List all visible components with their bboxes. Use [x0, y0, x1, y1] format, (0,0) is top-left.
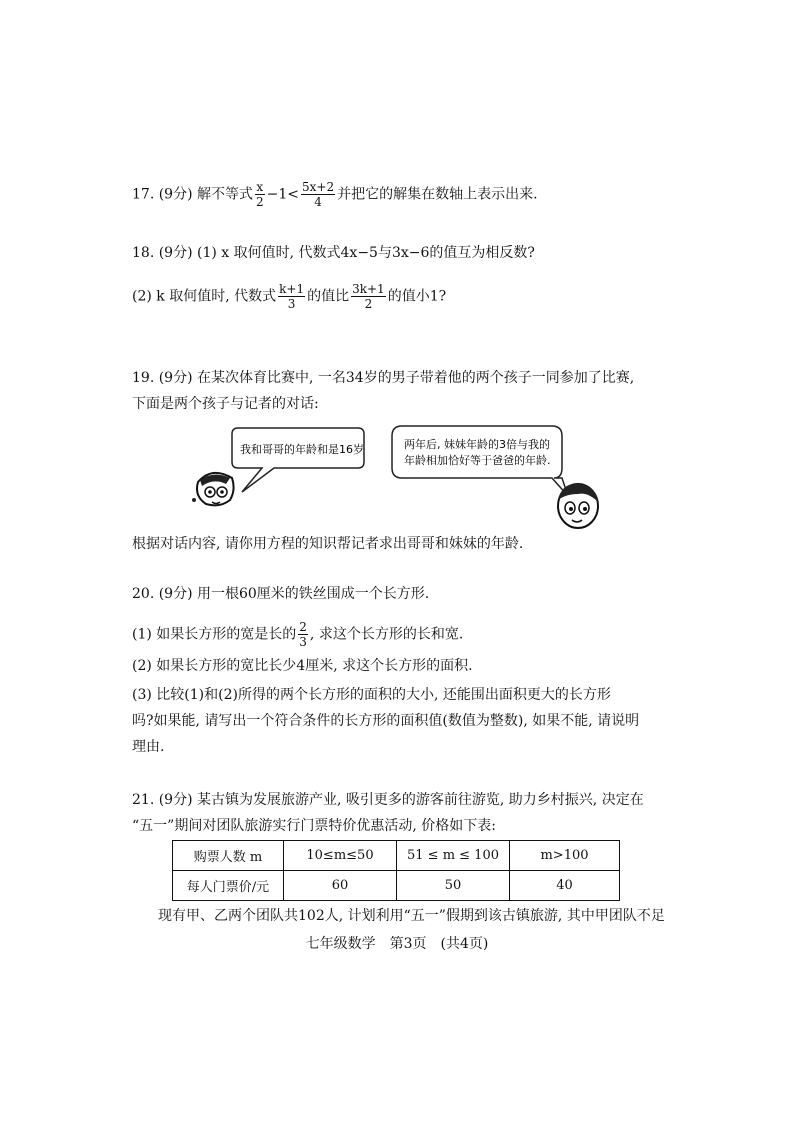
right-child-face-icon — [558, 484, 598, 528]
price-table — [172, 840, 620, 901]
table-header-cell: m>100 — [510, 841, 620, 871]
q17-frac2: $\frac{5x+2}{4}$ — [302, 180, 335, 209]
table-header-cell: 购票人数 m — [173, 841, 284, 871]
q20-frac: $\frac{2}{3}$ — [299, 620, 307, 649]
left-bubble-text: 我和哥哥的年龄和是16岁 — [240, 443, 364, 456]
table-header-cell: 51 ≤ m ≤ 100 — [397, 841, 510, 871]
table-row — [173, 841, 620, 871]
q17-frac1: $\frac{x}{2}$ — [256, 180, 264, 209]
q17-mid: −1< — [266, 186, 300, 203]
page-footer: 七年级数学 第3页 (共4页) — [305, 936, 489, 952]
q18-frac1: $\frac{k+1}{3}$ — [279, 282, 305, 311]
q19-line1: 19. (9分) 在某次体育比赛中, 一名34岁的男子带着他的两个孩子一同参加了比赛, — [132, 370, 635, 386]
right-speech-bubble — [392, 426, 568, 496]
table-row — [173, 871, 620, 901]
q21-line3: 现有甲、乙两个团队共102人, 计划利用“五一”假期到该古镇旅游, 其中甲团队不足 — [158, 908, 665, 924]
q17-line — [132, 180, 538, 209]
q20-line1: 20. (9分) 用一根60厘米的铁丝围成一个长方形. — [132, 586, 430, 602]
dialogue-illustration — [190, 420, 600, 532]
q18-frac2: $\frac{3k+1}{2}$ — [352, 282, 385, 311]
table-header-cell: 10≤m≤50 — [284, 841, 397, 871]
q20-line2: (1) 如果长方形的宽是长的 $\frac{2}{3}$ , 求这个长方形的长和宽. — [132, 620, 464, 649]
table-cell: 50 — [397, 871, 510, 901]
table-cell: 60 — [284, 871, 397, 901]
right-bubble-text-1: 两年后, 妹妹年龄的3倍与我的 — [404, 438, 550, 451]
q18-line2: (2) k 取何值时, 代数式 $\frac{k+1}{3}$ 的值比 $\frac{3k+1}{2}$ 的值小1? — [132, 282, 447, 311]
left-speech-bubble — [232, 428, 364, 492]
q21-line1: 21. (9分) 某古镇为发展旅游产业, 吸引更多的游客前往游览, 助力乡村振兴, 决定在 — [132, 792, 644, 808]
q20-line5: 吗?如果能, 请写出一个符合条件的长方形的面积值(数值为整数), 如果不能, 请说明 — [132, 713, 640, 729]
table-cell: 每人门票价/元 — [173, 871, 284, 901]
q17-post: 并把它的解集在数轴上表示出来. — [337, 186, 538, 203]
q18-line1: 18. (9分) (1) x 取何值时, 代数式4x−5与3x−6的值互为相反数? — [132, 245, 535, 261]
q21-line2: “五一”期间对团队旅游实行门票特价优惠活动, 价格如下表: — [132, 818, 496, 834]
left-child-face-icon — [192, 473, 234, 505]
q20-line4: (3) 比较(1)和(2)所得的两个长方形的面积的大小, 还能围出面积更大的长方形 — [132, 687, 611, 703]
q17-pre: 17. (9分) 解不等式 — [132, 186, 253, 203]
right-bubble-text-2: 年龄相加恰好等于爸爸的年龄. — [404, 454, 551, 467]
table-cell: 40 — [510, 871, 620, 901]
q19-line3: 根据对话内容, 请你用方程的知识帮记者求出哥哥和妹妹的年龄. — [132, 536, 524, 552]
q20-line3: (2) 如果长方形的宽比长少4厘米, 求这个长方形的面积. — [132, 658, 473, 674]
q20-line6: 理由. — [132, 739, 165, 755]
q19-line2: 下面是两个孩子与记者的对话: — [132, 396, 319, 412]
